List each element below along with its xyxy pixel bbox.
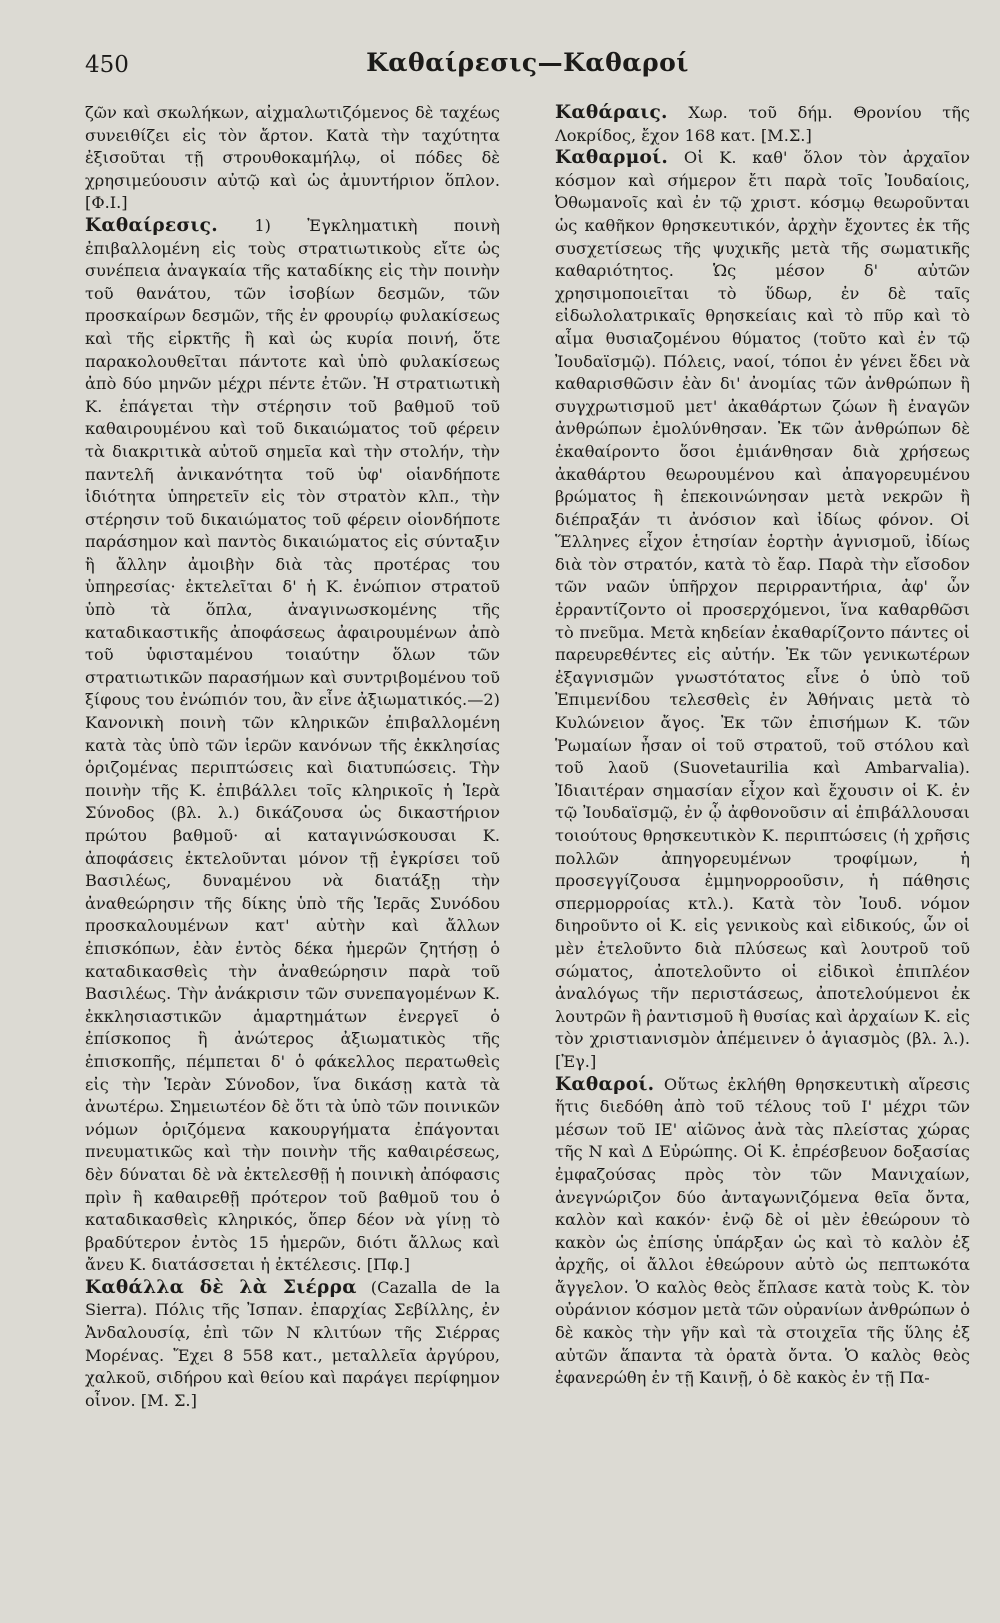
entry-text: 1) Ἐγκληματικὴ ποινὴ ἐπιβαλλομένη εἰς τοὺς στρατιωτικοὺς εἴτε ὡς συνέπεια ἀναγκαία τῆς καταδίκης εἰς τὴν ποινὴν τοῦ θανάτου, τῶν ἰσοβίων δεσμῶν, τῶν προσκαίρων δεσμῶν, τῆς ἐν φρουρίῳ φυλακίσεως καὶ τῆς εἱρκτῆς ἢ καὶ ὡς κυρία ποινή, ὅτε παρακολουθεῖται πάντοτε καὶ ὑπὸ φυλακίσεως ἀπὸ δύο μηνῶν μέχρι πέντε ἐτῶν. Ἡ στρατιωτικὴ Κ. ἐπάγεται τὴν στέρησιν τοῦ βαθμοῦ τοῦ καθαιρουμένου καὶ τοῦ δικαιώματος τοῦ φέρειν τὰ διακριτικὰ αὐτοῦ σημεῖα καὶ τὴν στολήν, τὴν παντελῆ ἀνικανότητα τοῦ ὑφ' οἱανδήποτε ἰδιότητα ὑπηρετεῖν εἰς τὸν στρατὸν κλπ., τὴν στέρησιν τοῦ δικαιώματος τοῦ φέρειν οἱονδήποτε παράσημον καὶ παντὸς δικαιώματος εἰς σύνταξιν ἢ ἄλλην ἀμοιβὴν διὰ τὰς προτέρας του ὑπηρεσίας· ἐκτελεῖται δ' ἡ Κ. ἐνώπιον στρατοῦ ὑπὸ τὰ ὅπλα, ἀναγινωσκομένης τῆς καταδικαστικῆς ἀποφάσεως ἀφαιρουμένων ἀπὸ τοῦ ὑφισταμένου τοιαύτην ὅλων τῶν στρατιωτικῶν παρασήμων καὶ συντριβομένου τοῦ ξίφους του ἐνώπιόν του, ἂν εἶνε ἀξιωματικός.—2) Κανονικὴ ποινὴ τῶν κληρικῶν ἐπιβαλλομένη κατὰ τὰς ὑπὸ τῶν ἱερῶν κανόνων τῆς ἐκκλησίας ὁριζομένας περιπτώσεις καὶ διατυπώσεις. Τὴν ποινὴν τῆς Κ. ἐπιβάλλει τοῖς κληρικοῖς ἡ Ἱερὰ Σύνοδος (βλ. λ.) δικάζουσα ὡς δικαστήριον πρώτου βαθμοῦ· αἱ καταγινώσκουσαι Κ. ἀποφάσεις ἐκτελοῦνται μόνον τῇ ἐγκρίσει τοῦ Βασιλέως, δυναμένου νὰ διατάξῃ τὴν ἀναθεώρησιν τῆς δίκης ὑπὸ τῆς Ἱερᾶς Συνόδου προσκαλουμένων κατ' αὐτὴν καὶ ἄλλων ἐπισκόπων, ἐὰν ἐντὸς δέκα ἡμερῶν ζητήσῃ ὁ καταδικασθεὶς τὴν ἀναθεώρησιν παρὰ τοῦ Βασιλέως. Τὴν ἀνάκρισιν τῶν συνεπαγομένων Κ. ἐκκλησιαστικῶν ἁμαρτημάτων ἐνεργεῖ ὁ ἐπίσκοπος ἢ ἀνώτερος ἀξιωματικὸς τῆς ἐπισκοπῆς, πέμπεται δ' ὁ φάκελλος περατωθεὶς εἰς τὴν Ἱερὰν Σύνοδον, ἵνα δικάσῃ κατὰ τὰ ἀνωτέρω. Σημειωτέον δὲ ὅτι τὰ ὑπὸ τῶν ποινικῶν νόμων ὁριζόμενα κακουργήματα ἐπάγονται πνευματικῶς καὶ τὴν ποινὴν τῆς καθαιρέσεως, δὲν δύναται δὲ νὰ ἐκτελεσθῇ ἡ ποινικὴ ἀπόφασις πρὶν ἢ καθαιρεθῇ πρότερον τοῦ βαθμοῦ του ὁ καταδικασθεὶς κληρικός, ὅπερ δέον νὰ γίνῃ τὸ βραδύτερον ἐντὸς 15 ἡμερῶν, διότι ἄλλως καὶ ἄνευ Κ. διατάσσεται ἡ ἐκτέλεσις. [Πφ.]	[85, 215, 500, 1275]
page-header	[85, 46, 970, 102]
entry-text: Χωρ. τοῦ δήμ. Θρονίου τῆς Λοκρίδος, ἔχον 168 κατ. [Μ.Σ.]	[555, 103, 970, 145]
entry-kathairesis	[85, 215, 500, 1277]
entry-headword: Καθαίρεσις.	[85, 214, 218, 236]
left-column	[85, 102, 500, 1412]
entry-headword: Καθαρμοί.	[555, 147, 669, 169]
entry-text: ζῶν καὶ σκωλήκων, αἰχμαλωτιζόμενος δὲ ταχέως συνειθίζει εἰς τὸν ἄρτον. Κατὰ τὴν ταχύτητα ἐξισοῦται τῇ στρουθοκαμήλῳ, οἱ πόδες δὲ χρησιμεύουσιν αὐτῷ καὶ ὡς ἀμυντήριον ὅπλον. [Φ.Ι.]	[85, 103, 500, 213]
right-column	[555, 102, 970, 1412]
entry-text: Οἱ Κ. καθ' ὅλον τὸν ἀρχαῖον κόσμον καὶ σήμερον ἔτι παρὰ τοῖς Ἰουδαίοις, Ὀθωμανοῖς καὶ ἐν τῷ χριστ. κόσμῳ θεωροῦνται ὡς καθῆκον θρησκευτικόν, ἀρχὴν ἔχοντες ἐκ τῆς συσχετίσεως τῆς ψυχικῆς μετὰ τῆς σωματικῆς καθαριότητος. Ὡς μέσον δ' αὐτῶν χρησιμοποιεῖται τὸ ὕδωρ, ἐν δὲ ταῖς εἰδωλολατρικαῖς θρησκείαις καὶ τὸ πῦρ καὶ τὸ αἷμα θυσιαζομένου θύματος (τοῦτο καὶ ἐν τῷ Ἰουδαϊσμῷ). Πόλεις, ναοί, τόποι ἐν γένει ἔδει νὰ καθαρισθῶσιν ἐὰν δι' ἀνομίας τῶν ἀνθρώπων ἢ συγχρωτισμοῦ μετ' ἀκαθάρτων ζώων ἢ ἐναγῶν ἀνθρώπων ἐμολύνθησαν. Ἐκ τῶν ἀνθρώπων δὲ ἐκαθαίροντο ὅσοι ἐμιάνθησαν διὰ χρήσεως ἀκαθάρτου θεωρουμένου καὶ ἀπαγορευμένου βρώματος ἢ ἐπεκοινώνησαν μετὰ νεκρῶν ἢ διέπραξάν τι ἀνόσιον καὶ ἰδίως φόνον. Οἱ Ἕλληνες εἶχον ἑτησίαν ἑορτὴν ἁγνισμοῦ, ἰδίως διὰ τὸν στρατόν, κατὰ τὸ ἔαρ. Παρὰ τὴν εἴσοδον τῶν ναῶν ὑπῆρχον περιρραντήρια, ἀφ' ὧν ἐρραντίζοντο οἱ προσερχόμενοι, ἵνα καθαρθῶσι τὸ πνεῦμα. Μετὰ κηδείαν ἐκαθαρίζοντο πάντες οἱ παρευρεθέντες εἰς αὐτήν. Ἐκ τῶν γενικωτέρων ἐξαγνισμῶν γνωστότατος εἶνε ὁ ὑπὸ τοῦ Ἐπιμενίδου τελεσθεὶς ἐν Ἀθήναις μετὰ τὸ Κυλώνειον ἄγος. Ἐκ τῶν ἐπισήμων Κ. τῶν Ῥωμαίων ἦσαν οἱ τοῦ στρατοῦ, τοῦ στόλου καὶ τοῦ λαοῦ (Suovetaurilia καὶ Ambarvalia). Ἰδιαιτέραν σημασίαν εἶχον καὶ ἔχουσιν οἱ Κ. ἐν τῷ Ἰουδαϊσμῷ, ἐν ᾧ ἀφθονοῦσιν αἱ ἐπιβάλλουσαι τοιούτους θρησκευτικὸν Κ. περιπτώσεις (ἡ χρῆσις πολλῶν ἀπηγορευμένων τροφίμων, ἡ προσεγγίζουσα ἐμμηνορροοῦσιν, ἡ πάθησις σπερμορροίας κτλ.). Κατὰ τὸν Ἰουδ. νόμον διηροῦντο οἱ Κ. εἰς γενικοὺς καὶ εἰδικούς, ὧν οἱ μὲν ἐτελοῦντο διὰ πλύσεως καὶ λουτροῦ τοῦ σώματος, ἀποτελοῦντο οἱ εἰδικοὶ ἐπιπλέον ἀναλόγως τῆν περιστάσεως, ἀποτελούμενοι ἐκ λουτρῶν ἢ ῥαντισμοῦ ἢ θυσίας καὶ ἀρχαίων Κ. εἰς τὸν χριστιανισμὸν ἀπέμεινεν ὁ ἁγιασμὸς (βλ. λ.). [Ἐγ.]	[555, 148, 970, 1071]
text-columns	[85, 102, 970, 1412]
entry-kathalla	[85, 1277, 500, 1413]
entry-headword: Καθαροί.	[555, 1073, 655, 1095]
entry-continuation	[85, 102, 500, 215]
entry-katharmoi	[555, 147, 970, 1073]
page-number: 450	[85, 52, 129, 78]
entry-text: (Cazalla de la Sierra). Πόλις τῆς Ἰσπαν. ἐπαρχίας Σεβίλλης, ἐν Ἀνδαλουσίᾳ, ἐπὶ τῶν Ν κλιτύων τῆς Σιέρρας Μορένας. Ἔχει 8 558 κατ., μεταλλεῖα ἀργύρου, χαλκοῦ, σιδήρου καὶ θείου καὶ παράγει περίφημον οἶνον. [Μ. Σ.]	[85, 1277, 500, 1410]
entry-katharais	[555, 102, 970, 147]
running-title: Καθαίρεσις—Καθαροί	[366, 48, 689, 77]
entry-headword: Καθάραις.	[555, 102, 668, 123]
entry-katharoi	[555, 1074, 970, 1390]
entry-headword: Καθάλλα δὲ λὰ Σιέρρα	[85, 1276, 357, 1298]
entry-text: Οὕτως ἐκλήθη θρησκευτικὴ αἵρεσις ἥτις διεδόθη ἀπὸ τοῦ τέλους τοῦ Ι' μέχρι τῶν μέσων τοῦ ΙΕ' αἰῶνος ἀνὰ τὰς πλείστας χώρας τῆς Ν καὶ Δ Εὐρώπης. Οἱ Κ. ἐπρέσβευον δοξασίας ἐμφαζούσας πρὸς τὸν τῶν Μανιχαίων, ἀνεγνώριζον δύο ἀνταγωνιζόμενα θεῖα ὄντα, καλὸν καὶ κακόν· ἐνῷ δὲ οἱ μὲν ἐθεώρουν τὸ κακὸν ὡς ἐπίσης ὑπάρξαν ὡς καὶ τὸ καλὸν ἐξ ἀρχῆς, οἱ ἄλλοι ἐθεώρουν αὐτὸ ὡς πεπτωκότα ἄγγελον. Ὁ καλὸς θεὸς ἔπλασε κατὰ τοὺς Κ. τὸν οὐράνιον κόσμον μετὰ τῶν οὐρανίων ἀνθρώπων ὁ δὲ κακὸς τὴν γῆν καὶ τὰ στοιχεῖα τῆς ὕλης ἐξ αὐτῶν ἅπαντα τὰ ὁρατὰ ὄντα. Ὁ καλὸς θεὸς ἐφανερώθη ἐν τῇ Καινῇ, ὁ δὲ κακὸς ἐν τῇ Πα-	[555, 1074, 971, 1388]
